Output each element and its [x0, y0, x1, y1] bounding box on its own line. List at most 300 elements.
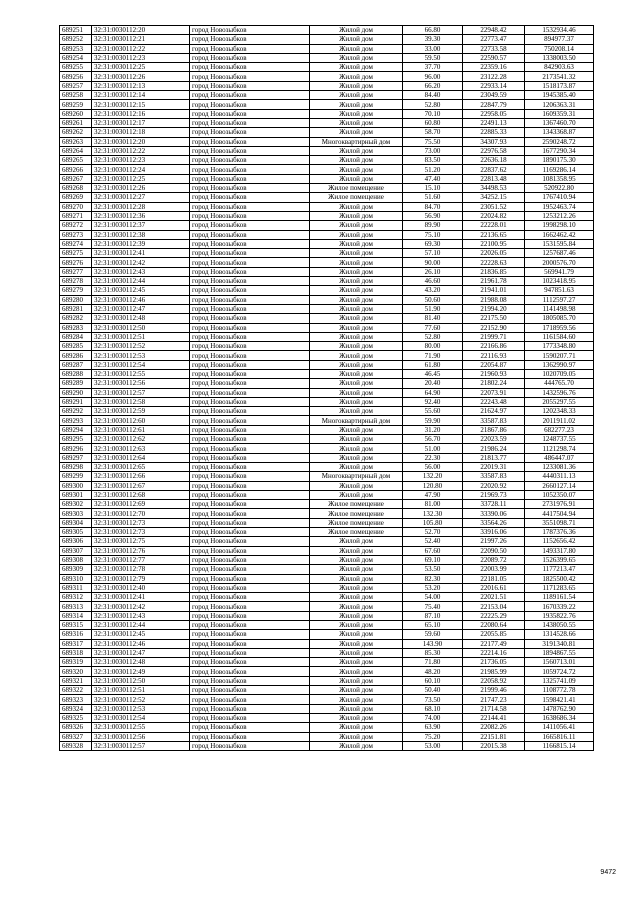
object-type-cell: Жилой дом: [310, 221, 403, 230]
table-row: [60, 342, 594, 351]
location-cell: город Новозыбков: [190, 388, 310, 397]
location-cell: город Новозыбков: [190, 63, 310, 72]
table-row: [60, 258, 594, 267]
cadastral-number-cell: 32:31:0030112:44: [92, 277, 190, 286]
property-registry-table: [59, 25, 594, 751]
cadastral-number-cell: 32:31:0030112:41: [92, 249, 190, 258]
cadastral-value-cell: 1166815.14: [525, 741, 594, 750]
area-cell: 85.30: [403, 648, 463, 657]
cadastral-number-cell: 32:31:0030112:56: [92, 379, 190, 388]
location-cell: город Новозыбков: [190, 286, 310, 295]
area-cell: 52.80: [403, 332, 463, 341]
record-id-cell: 689268: [60, 184, 92, 193]
cadastral-value-cell: 1718959.56: [525, 323, 594, 332]
rate-cell: 21999.71: [463, 332, 525, 341]
object-type-cell: Жилой дом: [310, 230, 403, 239]
object-type-cell: Жилое помещение: [310, 184, 403, 193]
object-type-cell: Жилой дом: [310, 583, 403, 592]
location-cell: город Новозыбков: [190, 379, 310, 388]
record-id-cell: 689304: [60, 518, 92, 527]
cadastral-value-cell: 1338003.50: [525, 53, 594, 62]
rate-cell: 22055.85: [463, 630, 525, 639]
cadastral-number-cell: 32:31:0030112:75: [92, 537, 190, 546]
cadastral-number-cell: 32:31:0030112:78: [92, 565, 190, 574]
table-row: [60, 332, 594, 341]
rate-cell: 21624.97: [463, 407, 525, 416]
table-row: [60, 611, 594, 620]
record-id-cell: 689310: [60, 574, 92, 583]
table-row: [60, 621, 594, 630]
record-id-cell: 689260: [60, 109, 92, 118]
rate-cell: 22020.92: [463, 481, 525, 490]
table-row: [60, 435, 594, 444]
cadastral-number-cell: 32:31:0030112:46: [92, 639, 190, 648]
table-row: [60, 602, 594, 611]
object-type-cell: Жилой дом: [310, 537, 403, 546]
cadastral-value-cell: 1518173.87: [525, 81, 594, 90]
cadastral-number-cell: 32:31:0030112:22: [92, 146, 190, 155]
cadastral-value-cell: 1161584.60: [525, 332, 594, 341]
cadastral-value-cell: 1935822.76: [525, 611, 594, 620]
cadastral-number-cell: 32:31:0030112:44: [92, 621, 190, 630]
cadastral-value-cell: 1560713.01: [525, 658, 594, 667]
table-row: [60, 174, 594, 183]
area-cell: 33.00: [403, 44, 463, 53]
cadastral-number-cell: 32:31:0030112:79: [92, 574, 190, 583]
record-id-cell: 689283: [60, 323, 92, 332]
rate-cell: 22773.47: [463, 35, 525, 44]
record-id-cell: 689273: [60, 230, 92, 239]
rate-cell: 22225.29: [463, 611, 525, 620]
object-type-cell: Жилой дом: [310, 360, 403, 369]
object-type-cell: Жилой дом: [310, 258, 403, 267]
record-id-cell: 689324: [60, 704, 92, 713]
area-cell: 46.45: [403, 369, 463, 378]
location-cell: город Новозыбков: [190, 704, 310, 713]
rate-cell: 33564.26: [463, 518, 525, 527]
rate-cell: 22976.58: [463, 146, 525, 155]
area-cell: 67.60: [403, 546, 463, 555]
cadastral-number-cell: 32:31:0030112:50: [92, 323, 190, 332]
location-cell: город Новозыбков: [190, 621, 310, 630]
table-row: [60, 360, 594, 369]
cadastral-value-cell: 1020709.05: [525, 369, 594, 378]
rate-cell: 22082.26: [463, 723, 525, 732]
cadastral-value-cell: 1121298.74: [525, 444, 594, 453]
object-type-cell: Жилой дом: [310, 81, 403, 90]
rate-cell: 21802.24: [463, 379, 525, 388]
record-id-cell: 689262: [60, 128, 92, 137]
object-type-cell: Жилой дом: [310, 53, 403, 62]
area-cell: 50.40: [403, 686, 463, 695]
rate-cell: 22958.05: [463, 109, 525, 118]
cadastral-number-cell: 32:31:0030112:43: [92, 267, 190, 276]
cadastral-value-cell: 2000576.70: [525, 258, 594, 267]
cadastral-number-cell: 32:31:0030112:52: [92, 695, 190, 704]
record-id-cell: 689325: [60, 713, 92, 722]
object-type-cell: Жилой дом: [310, 695, 403, 704]
area-cell: 43.20: [403, 286, 463, 295]
cadastral-value-cell: 1257687.46: [525, 249, 594, 258]
record-id-cell: 689315: [60, 621, 92, 630]
rate-cell: 22359.16: [463, 63, 525, 72]
cadastral-number-cell: 32:31:0030112:24: [92, 165, 190, 174]
rate-cell: 33390.06: [463, 509, 525, 518]
object-type-cell: Жилой дом: [310, 100, 403, 109]
cadastral-number-cell: 32:31:0030112:14: [92, 91, 190, 100]
table-row: [60, 667, 594, 676]
table-row: [60, 741, 594, 750]
object-type-cell: Жилое помещение: [310, 509, 403, 518]
area-cell: 77.60: [403, 323, 463, 332]
cadastral-number-cell: 32:31:0030112:54: [92, 713, 190, 722]
cadastral-number-cell: 32:31:0030112:39: [92, 239, 190, 248]
cadastral-value-cell: 1023418.95: [525, 277, 594, 286]
cadastral-value-cell: 1894867.55: [525, 648, 594, 657]
location-cell: город Новозыбков: [190, 118, 310, 127]
cadastral-number-cell: 32:31:0030112:55: [92, 369, 190, 378]
location-cell: город Новозыбков: [190, 695, 310, 704]
record-id-cell: 689253: [60, 44, 92, 53]
cadastral-value-cell: 1171283.65: [525, 583, 594, 592]
cadastral-value-cell: 2173541.32: [525, 72, 594, 81]
rate-cell: 23122.28: [463, 72, 525, 81]
cadastral-number-cell: 32:31:0030112:52: [92, 342, 190, 351]
rate-cell: 22073.91: [463, 388, 525, 397]
object-type-cell: Жилой дом: [310, 351, 403, 360]
table-row: [60, 500, 594, 509]
area-cell: 87.10: [403, 611, 463, 620]
rate-cell: 21961.78: [463, 277, 525, 286]
rate-cell: 22021.51: [463, 593, 525, 602]
record-id-cell: 689254: [60, 53, 92, 62]
cadastral-number-cell: 32:31:0030112:40: [92, 583, 190, 592]
table-row: [60, 518, 594, 527]
location-cell: город Новозыбков: [190, 509, 310, 518]
record-id-cell: 689322: [60, 686, 92, 695]
cadastral-number-cell: 32:31:0030112:42: [92, 258, 190, 267]
rate-cell: 33587.83: [463, 416, 525, 425]
location-cell: город Новозыбков: [190, 407, 310, 416]
location-cell: город Новозыбков: [190, 630, 310, 639]
area-cell: 75.20: [403, 732, 463, 741]
table-row: [60, 230, 594, 239]
object-type-cell: Жилой дом: [310, 481, 403, 490]
area-cell: 66.20: [403, 81, 463, 90]
record-id-cell: 689327: [60, 732, 92, 741]
object-type-cell: Жилой дом: [310, 118, 403, 127]
cadastral-number-cell: 32:31:0030112:26: [92, 184, 190, 193]
cadastral-number-cell: 32:31:0030112:76: [92, 546, 190, 555]
table-row: [60, 509, 594, 518]
record-id-cell: 689263: [60, 137, 92, 146]
rate-cell: 22636.18: [463, 156, 525, 165]
table-row: [60, 555, 594, 564]
location-cell: город Новозыбков: [190, 342, 310, 351]
area-cell: 60.80: [403, 118, 463, 127]
cadastral-value-cell: 1890175.30: [525, 156, 594, 165]
rate-cell: 22847.79: [463, 100, 525, 109]
cadastral-number-cell: 32:31:0030112:17: [92, 118, 190, 127]
location-cell: город Новозыбков: [190, 211, 310, 220]
cadastral-number-cell: 32:31:0030112:64: [92, 453, 190, 462]
rate-cell: 22214.16: [463, 648, 525, 657]
rate-cell: 22080.64: [463, 621, 525, 630]
area-cell: 81.40: [403, 314, 463, 323]
object-type-cell: Жилой дом: [310, 369, 403, 378]
cadastral-number-cell: 32:31:0030112:45: [92, 286, 190, 295]
location-cell: город Новозыбков: [190, 156, 310, 165]
rate-cell: 22228.01: [463, 221, 525, 230]
area-cell: 65.10: [403, 621, 463, 630]
rate-cell: 22016.61: [463, 583, 525, 592]
record-id-cell: 689280: [60, 295, 92, 304]
location-cell: город Новозыбков: [190, 537, 310, 546]
cadastral-number-cell: 32:31:0030112:70: [92, 509, 190, 518]
area-cell: 61.80: [403, 360, 463, 369]
record-id-cell: 689292: [60, 407, 92, 416]
record-id-cell: 689271: [60, 211, 92, 220]
location-cell: город Новозыбков: [190, 574, 310, 583]
table-row: [60, 26, 594, 35]
record-id-cell: 689318: [60, 648, 92, 657]
record-id-cell: 689289: [60, 379, 92, 388]
area-cell: 66.80: [403, 26, 463, 35]
cadastral-number-cell: 32:31:0030112:66: [92, 472, 190, 481]
record-id-cell: 689278: [60, 277, 92, 286]
area-cell: 59.60: [403, 630, 463, 639]
record-id-cell: 689316: [60, 630, 92, 639]
record-id-cell: 689285: [60, 342, 92, 351]
cadastral-value-cell: 894977.37: [525, 35, 594, 44]
rate-cell: 34252.15: [463, 193, 525, 202]
location-cell: город Новозыбков: [190, 453, 310, 462]
record-id-cell: 689274: [60, 239, 92, 248]
table-row: [60, 184, 594, 193]
location-cell: город Новозыбков: [190, 249, 310, 258]
cadastral-number-cell: 32:31:0030112:46: [92, 295, 190, 304]
table-row: [60, 528, 594, 537]
object-type-cell: Жилой дом: [310, 593, 403, 602]
cadastral-value-cell: 1670339.22: [525, 602, 594, 611]
object-type-cell: Жилой дом: [310, 397, 403, 406]
cadastral-number-cell: 32:31:0030112:20: [92, 26, 190, 35]
object-type-cell: Жилой дом: [310, 277, 403, 286]
table-row: [60, 713, 594, 722]
area-cell: 83.50: [403, 156, 463, 165]
area-cell: 64.90: [403, 388, 463, 397]
cadastral-value-cell: 1253212.26: [525, 211, 594, 220]
table-row: [60, 472, 594, 481]
table-row: [60, 388, 594, 397]
table-row: [60, 574, 594, 583]
area-cell: 75.40: [403, 602, 463, 611]
cadastral-value-cell: 1206363.31: [525, 100, 594, 109]
object-type-cell: Жилой дом: [310, 658, 403, 667]
location-cell: город Новозыбков: [190, 686, 310, 695]
location-cell: город Новозыбков: [190, 44, 310, 53]
area-cell: 56.00: [403, 462, 463, 471]
object-type-cell: Жилой дом: [310, 407, 403, 416]
cadastral-value-cell: 1805085.70: [525, 314, 594, 323]
cadastral-value-cell: 1532934.46: [525, 26, 594, 35]
object-type-cell: Жилой дом: [310, 267, 403, 276]
object-type-cell: Жилой дом: [310, 156, 403, 165]
cadastral-number-cell: 32:31:0030112:48: [92, 658, 190, 667]
location-cell: город Новозыбков: [190, 100, 310, 109]
location-cell: город Новозыбков: [190, 732, 310, 741]
table-row: [60, 295, 594, 304]
table-row: [60, 407, 594, 416]
table-row: [60, 593, 594, 602]
location-cell: город Новозыбков: [190, 741, 310, 750]
object-type-cell: Жилой дом: [310, 555, 403, 564]
rate-cell: 21997.26: [463, 537, 525, 546]
location-cell: город Новозыбков: [190, 593, 310, 602]
table-row: [60, 444, 594, 453]
object-type-cell: Жилой дом: [310, 732, 403, 741]
record-id-cell: 689305: [60, 528, 92, 537]
area-cell: 54.00: [403, 593, 463, 602]
cadastral-number-cell: 32:31:0030112:68: [92, 490, 190, 499]
cadastral-number-cell: 32:31:0030112:60: [92, 416, 190, 425]
rate-cell: 22243.48: [463, 397, 525, 406]
table-row: [60, 100, 594, 109]
record-id-cell: 689309: [60, 565, 92, 574]
record-id-cell: 689286: [60, 351, 92, 360]
cadastral-value-cell: 2055297.55: [525, 397, 594, 406]
rate-cell: 21941.01: [463, 286, 525, 295]
object-type-cell: Жилой дом: [310, 639, 403, 648]
rate-cell: 22948.42: [463, 26, 525, 35]
record-id-cell: 689264: [60, 146, 92, 155]
cadastral-value-cell: 750208.14: [525, 44, 594, 53]
rate-cell: 21747.23: [463, 695, 525, 704]
area-cell: 37.70: [403, 63, 463, 72]
cadastral-number-cell: 32:31:0030112:25: [92, 63, 190, 72]
object-type-cell: Жилой дом: [310, 462, 403, 471]
location-cell: город Новозыбков: [190, 723, 310, 732]
object-type-cell: Жилой дом: [310, 676, 403, 685]
record-id-cell: 689295: [60, 435, 92, 444]
cadastral-number-cell: 32:31:0030112:65: [92, 462, 190, 471]
cadastral-number-cell: 32:31:0030112:58: [92, 397, 190, 406]
table-row: [60, 630, 594, 639]
area-cell: 81.00: [403, 500, 463, 509]
rate-cell: 22015.38: [463, 741, 525, 750]
area-cell: 53.00: [403, 741, 463, 750]
record-id-cell: 689287: [60, 360, 92, 369]
object-type-cell: Жилой дом: [310, 379, 403, 388]
cadastral-value-cell: 1411056.41: [525, 723, 594, 732]
rate-cell: 23051.52: [463, 202, 525, 211]
table-row: [60, 304, 594, 313]
cadastral-number-cell: 32:31:0030112:45: [92, 630, 190, 639]
object-type-cell: Жилой дом: [310, 425, 403, 434]
record-id-cell: 689272: [60, 221, 92, 230]
location-cell: город Новозыбков: [190, 676, 310, 685]
rate-cell: 22837.62: [463, 165, 525, 174]
area-cell: 74.00: [403, 713, 463, 722]
table-row: [60, 379, 594, 388]
location-cell: город Новозыбков: [190, 713, 310, 722]
location-cell: город Новозыбков: [190, 397, 310, 406]
table-row: [60, 109, 594, 118]
area-cell: 75.50: [403, 137, 463, 146]
cadastral-number-cell: 32:31:0030112:49: [92, 667, 190, 676]
record-id-cell: 689311: [60, 583, 92, 592]
location-cell: город Новозыбков: [190, 267, 310, 276]
table-row: [60, 676, 594, 685]
rate-cell: 22054.87: [463, 360, 525, 369]
cadastral-value-cell: 1314528.66: [525, 630, 594, 639]
area-cell: 51.90: [403, 304, 463, 313]
cadastral-number-cell: 32:31:0030112:56: [92, 732, 190, 741]
location-cell: город Новозыбков: [190, 565, 310, 574]
rate-cell: 21867.86: [463, 425, 525, 434]
rate-cell: 21813.77: [463, 453, 525, 462]
table-row: [60, 193, 594, 202]
cadastral-number-cell: 32:31:0030112:18: [92, 128, 190, 137]
rate-cell: 22090.50: [463, 546, 525, 555]
area-cell: 53.50: [403, 565, 463, 574]
location-cell: город Новозыбков: [190, 91, 310, 100]
rate-cell: 22100.95: [463, 239, 525, 248]
cadastral-value-cell: 842903.63: [525, 63, 594, 72]
object-type-cell: Жилой дом: [310, 249, 403, 258]
table-row: [60, 63, 594, 72]
table-row: [60, 416, 594, 425]
object-type-cell: Многоквартирный дом: [310, 472, 403, 481]
cadastral-value-cell: 486447.07: [525, 453, 594, 462]
record-id-cell: 689291: [60, 397, 92, 406]
area-cell: 22.30: [403, 453, 463, 462]
area-cell: 71.80: [403, 658, 463, 667]
object-type-cell: Жилой дом: [310, 435, 403, 444]
cadastral-number-cell: 32:31:0030112:26: [92, 72, 190, 81]
cadastral-value-cell: 1052350.07: [525, 490, 594, 499]
table-row: [60, 565, 594, 574]
table-row: [60, 351, 594, 360]
rate-cell: 22019.31: [463, 462, 525, 471]
object-type-cell: Жилой дом: [310, 621, 403, 630]
object-type-cell: Многоквартирный дом: [310, 416, 403, 425]
location-cell: город Новозыбков: [190, 351, 310, 360]
object-type-cell: Жилое помещение: [310, 528, 403, 537]
rate-cell: 21988.08: [463, 295, 525, 304]
rate-cell: 21836.85: [463, 267, 525, 276]
cadastral-value-cell: 520922.80: [525, 184, 594, 193]
table-row: [60, 137, 594, 146]
table-row: [60, 369, 594, 378]
location-cell: город Новозыбков: [190, 193, 310, 202]
rate-cell: 34307.93: [463, 137, 525, 146]
object-type-cell: Жилой дом: [310, 648, 403, 657]
cadastral-value-cell: 2731976.91: [525, 500, 594, 509]
cadastral-number-cell: 32:31:0030112:51: [92, 332, 190, 341]
object-type-cell: Жилой дом: [310, 165, 403, 174]
location-cell: город Новозыбков: [190, 277, 310, 286]
area-cell: 63.90: [403, 723, 463, 732]
rate-cell: 22003.99: [463, 565, 525, 574]
object-type-cell: Жилой дом: [310, 72, 403, 81]
record-id-cell: 689328: [60, 741, 92, 750]
cadastral-number-cell: 32:31:0030112:53: [92, 704, 190, 713]
cadastral-number-cell: 32:31:0030112:51: [92, 686, 190, 695]
cadastral-value-cell: 1526399.65: [525, 555, 594, 564]
table-row: [60, 425, 594, 434]
cadastral-number-cell: 32:31:0030112:23: [92, 53, 190, 62]
